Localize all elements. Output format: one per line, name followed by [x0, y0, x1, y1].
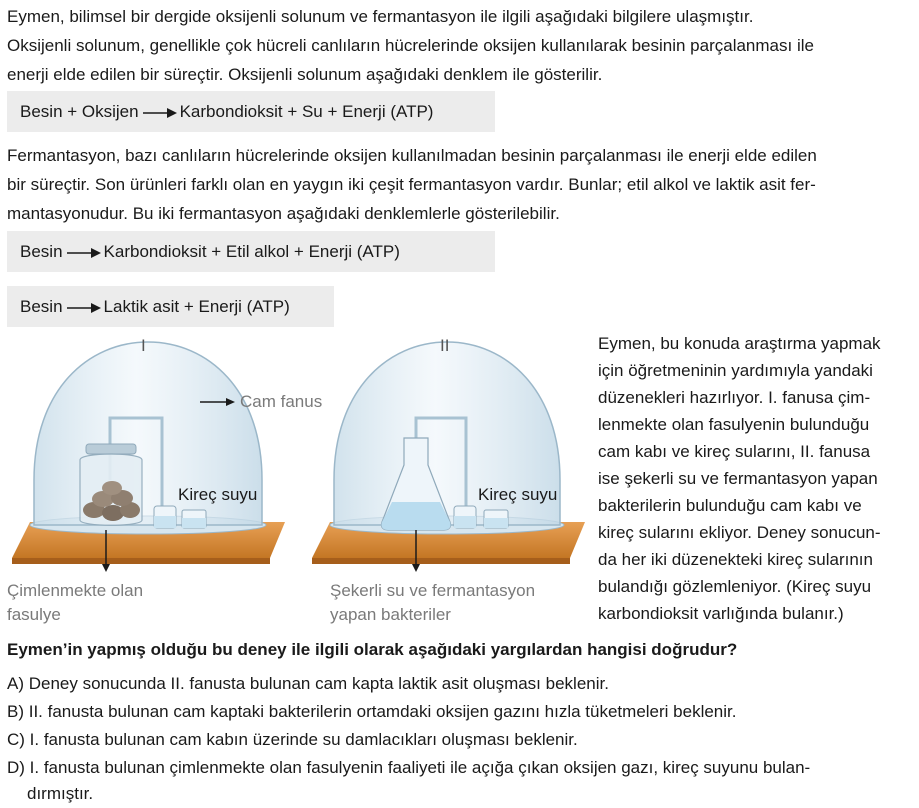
fermentation-line-1: Fermantasyon, bazı canlıların hücrelerinde oksijen kullanılmadan besinin parçalanması ile enerji elde edilen — [7, 146, 817, 165]
label-kirec-suyu-2: Kireç suyu — [478, 485, 558, 504]
option-a[interactable]: A) Deney sonucunda II. fanusta bulunan cam kapta laktik asit oluşması beklenir. — [7, 674, 609, 693]
side-line: bulandığı gözlemleniyor. (Kireç suyu — [598, 577, 872, 596]
arrow-right-icon — [67, 302, 101, 314]
side-line: cam kabı ve kireç sularını, II. fanusa — [598, 442, 871, 461]
side-line: düzenekleri hazırlıyor. I. fanusa çim- — [598, 388, 871, 407]
side-line: bakterilerin bulunduğu cam kabı ve — [598, 496, 862, 515]
side-line: lenmekte olan fasulyenin bulunduğu — [598, 415, 870, 434]
side-line: ise şekerli su ve fermantasyon yapan — [598, 469, 878, 488]
side-line: Eymen, bu konuda araştırma yapmak — [598, 334, 881, 353]
setup-ii — [312, 342, 585, 572]
fermentation-line-3: mantasyonudur. Bu iki fermantasyon aşağıdaki denklemlerle gösterilebilir. — [7, 204, 560, 223]
equation-ethanol — [7, 231, 495, 272]
equation-aerobic-right: Karbondioksit + Su + Enerji (ATP) — [179, 102, 434, 121]
intro-line-2: Oksijenli solunum, genellikle çok hücreli canlıların hücrelerinde oksijen kullanılarak besinin parçalanması ile — [7, 36, 814, 55]
side-line: karbondioksit varlığında bulanır.) — [598, 604, 844, 623]
option-d-line-1[interactable]: D) I. fanusta bulunan çimlenmekte olan fasulyenin faaliyeti ile açığa çıkan oksijen gazı, kireç suyunu bulan- — [7, 758, 811, 777]
equation-aerobic-left: Besin + Oksijen — [20, 102, 139, 121]
equation-ethanol-right: Karbondioksit + Etil alkol + Enerji (ATP) — [103, 242, 400, 261]
question-stem: Eymen’in yapmış olduğu bu deney ile ilgili olarak aşağıdaki yargılardan hangisi doğrudur? — [7, 640, 738, 659]
arrow-right-icon — [67, 247, 101, 259]
option-b[interactable]: B) II. fanusta bulunan cam kaptaki bakterilerin ortamdaki oksijen gazını hızla tüketmeleri beklenir. — [7, 702, 737, 721]
side-line: kireç sularını ekliyor. Deney sonucun- — [598, 523, 881, 542]
equation-lactic — [7, 286, 334, 327]
label-cam-fanus: Cam fanus — [240, 392, 323, 411]
intro-line-1: Eymen, bilimsel bir dergide oksijenli solunum ve fermantasyon ile ilgili aşağıdaki bilgilere ulaşmıştır. — [7, 7, 754, 26]
caption-bean-line-1: Çimlenmekte olan — [7, 581, 144, 600]
label-setup-i: I — [141, 336, 146, 355]
equation-aerobic — [7, 91, 495, 132]
side-line: için öğretmeninin yardımıyla yandaki — [598, 361, 873, 380]
caption-bacteria-line-1: Şekerli su ve fermantasyon — [330, 581, 536, 600]
option-c[interactable]: C) I. fanusta bulunan cam kabın üzerinde su damlacıkları oluşması beklenir. — [7, 730, 578, 749]
fermentation-line-2: bir süreçtir. Son ürünleri farklı olan en yaygın iki çeşit fermantasyon vardır. Bunlar; etil alkol ve laktik asit fer- — [7, 175, 816, 194]
side-line: da her iki düzenekteki kireç sularının — [598, 550, 873, 569]
caption-bacteria-line-2: yapan bakteriler — [330, 605, 451, 624]
caption-bean-line-2: fasulye — [7, 605, 61, 624]
intro-line-3: enerji elde edilen bir süreçtir. Oksijenli solunum aşağıdaki denklem ile gösterilir. — [7, 65, 603, 84]
option-d-line-2[interactable]: dırmıştır. — [27, 784, 94, 803]
label-setup-ii: II — [440, 336, 450, 355]
label-kirec-suyu-1: Kireç suyu — [178, 485, 258, 504]
equation-ethanol-left: Besin — [20, 242, 63, 261]
equation-lactic-left: Besin — [20, 297, 63, 316]
side-text — [598, 330, 912, 627]
equation-lactic-right: Laktik asit + Enerji (ATP) — [103, 297, 290, 316]
setup-i — [12, 342, 285, 572]
arrow-right-icon — [143, 107, 177, 119]
